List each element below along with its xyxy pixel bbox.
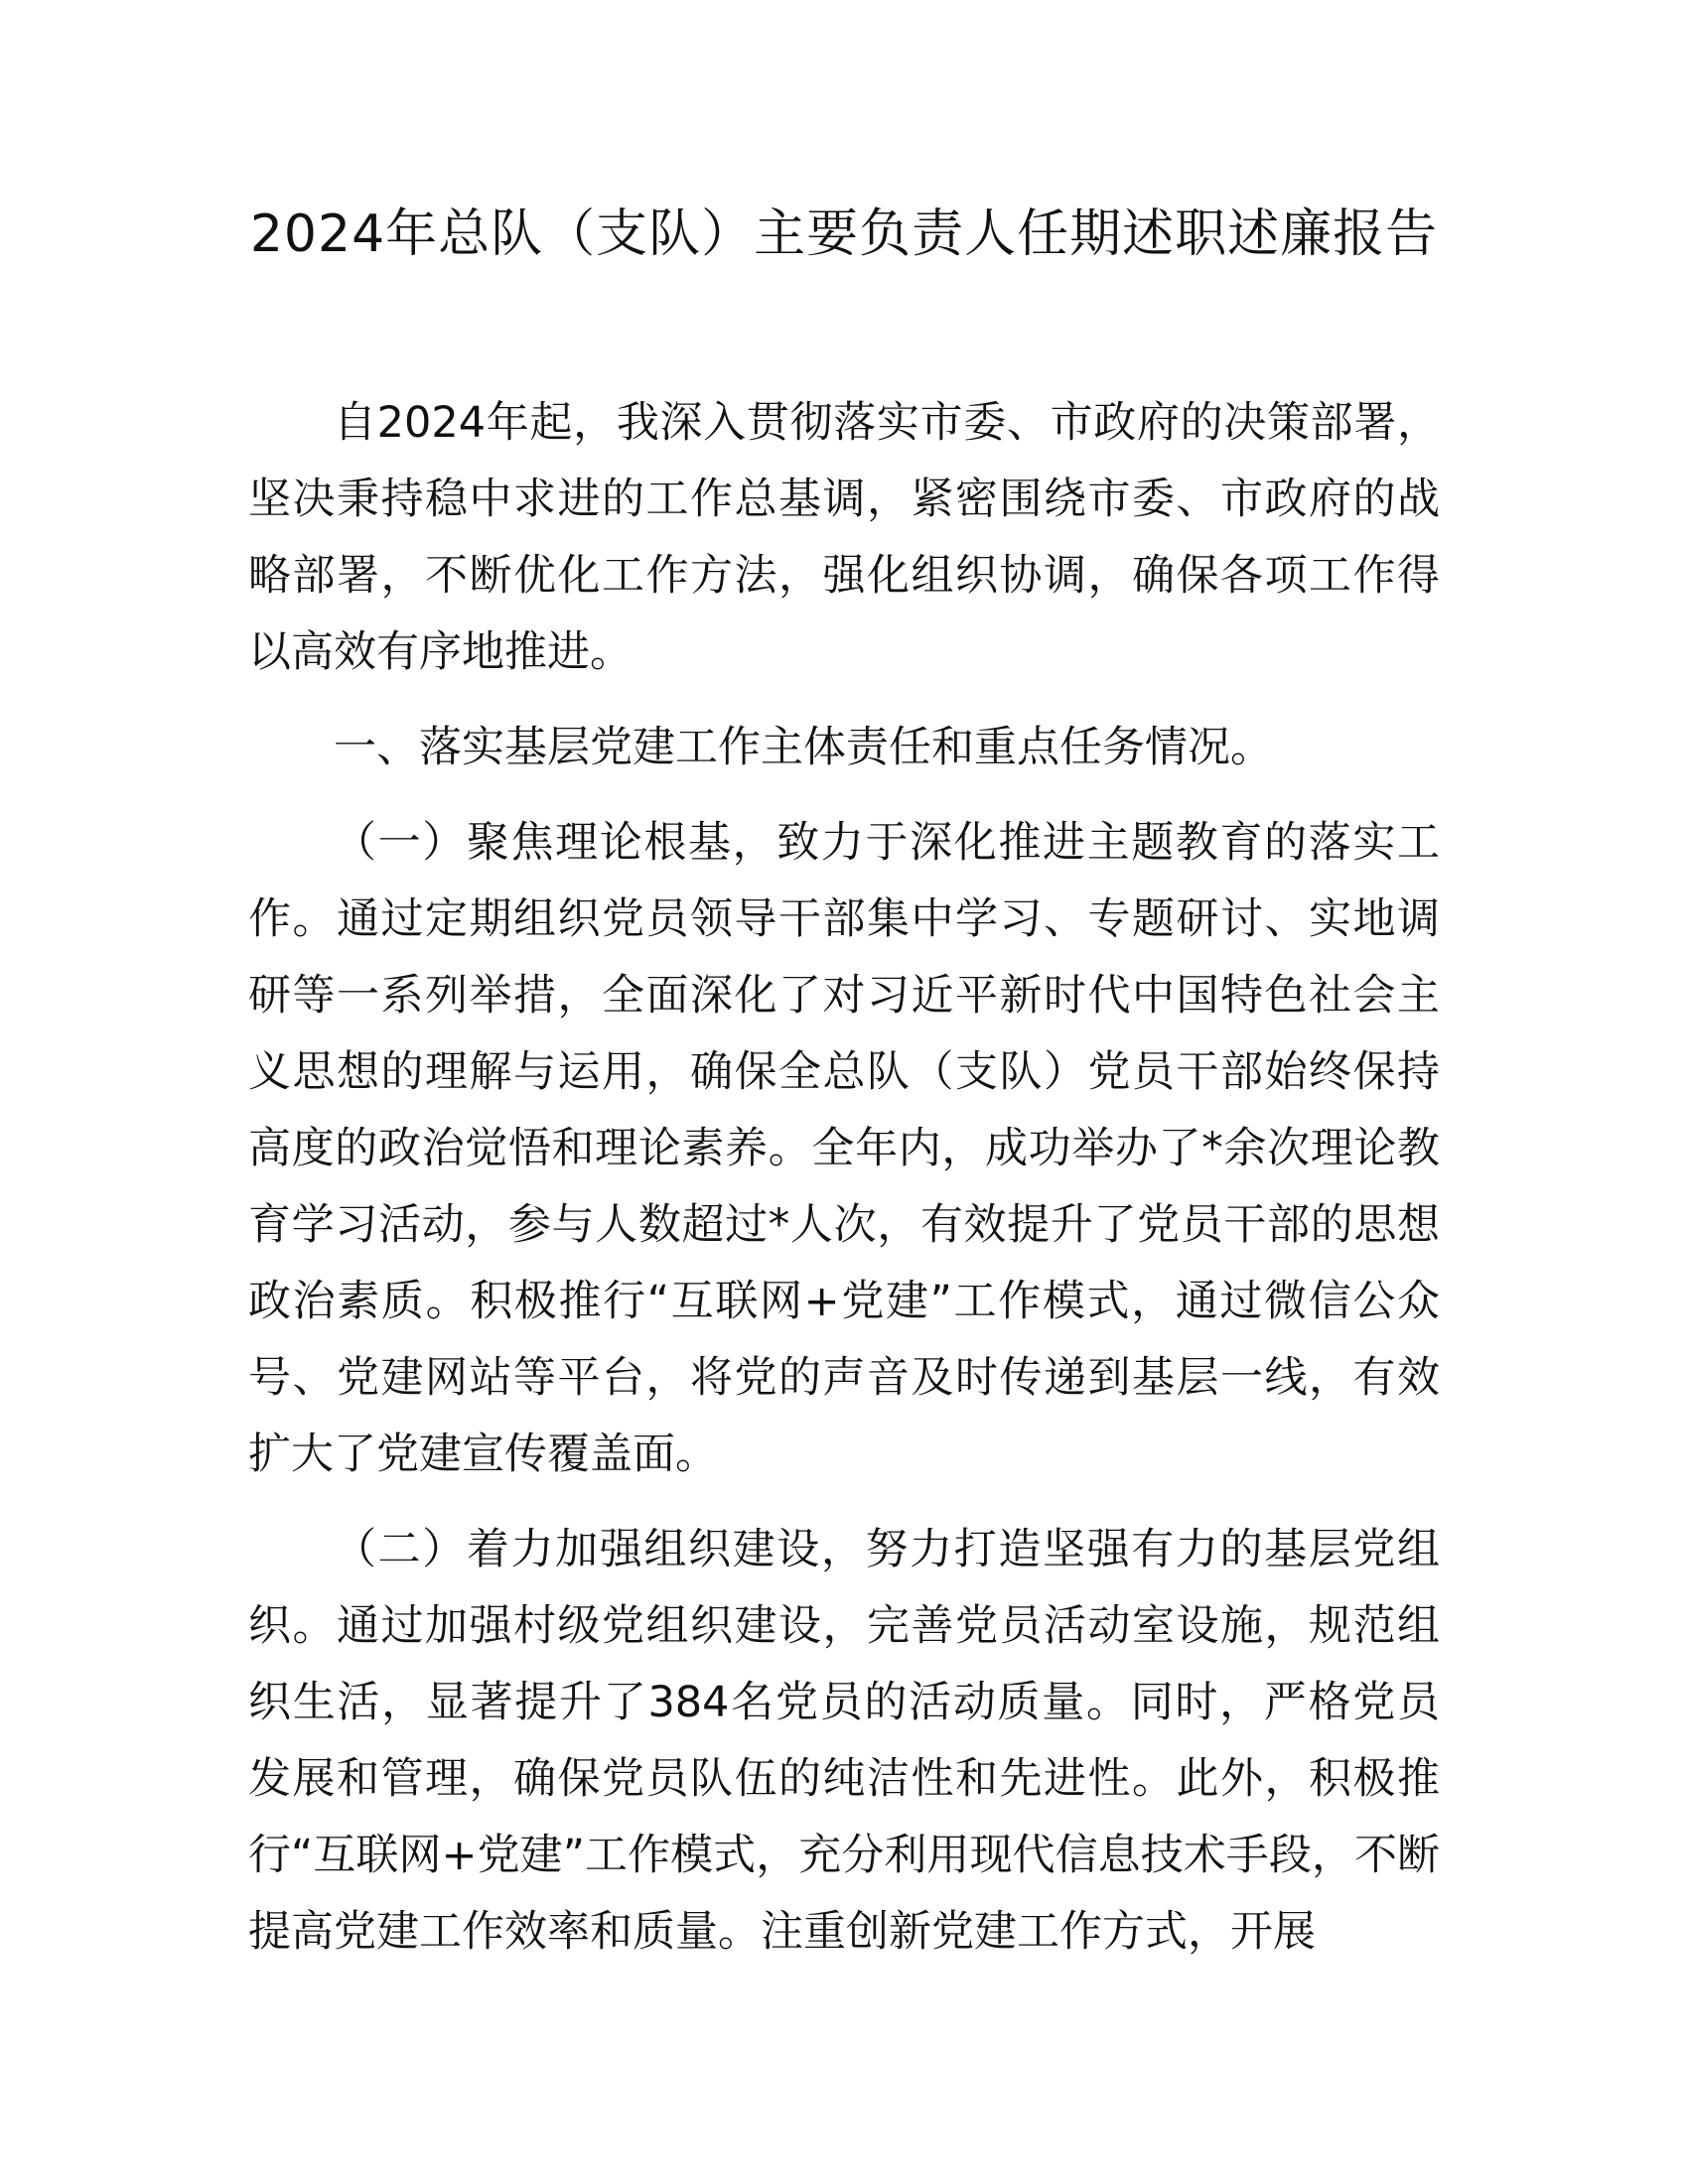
document-body: [248, 385, 1440, 1989]
document-title: 2024年总队（支队）主要负责人任期述职述廉报告: [249, 205, 1439, 264]
intro-paragraph: 自2024年起，我深入贯彻落实市委、市政府的决策部署，坚决秉持稳中求进的工作总基调，紧密围绕市委、市政府的战略部署，不断优化工作方法，强化组织协调，确保各项工作得以高效有序地推进。: [248, 398, 1440, 677]
subsection-paragraph-1: （一）聚焦理论根基，致力于深化推进主题教育的落实工作。通过定期组织党员领导干部集中学习、专题研讨、实地调研等一系列举措，全面深化了对习近平新时代中国特色社会主义思想的理解与运用，确保全总队（支队）党员干部始终保持高度的政治觉悟和理论素养。全年内，成功举办了*余次理论教育学习活动，参与人数超过*人次，有效提升了党员干部的思想政治素质。积极推行“互联网+党建”工作模式，通过微信公众号、党建网站等平台，将党的声音及时传递到基层一线，有效扩大了党建宣传覆盖面。: [248, 818, 1440, 1479]
subsection-paragraph-2: （二）着力加强组织建设，努力打造坚强有力的基层党组织。通过加强村级党组织建设，完善党员活动室设施，规范组织生活，显著提升了384名党员的活动质量。同时，严格党员发展和管理，确保党员队伍的纯洁性和先进性。此外，积极推行“互联网+党建”工作模式，充分利用现代信息技术手段，不断提高党建工作效率和质量。注重创新党建工作方式，开展: [248, 1525, 1440, 1957]
section-heading-1: 一、落实基层党建工作主体责任和重点任务情况。: [334, 723, 1273, 772]
